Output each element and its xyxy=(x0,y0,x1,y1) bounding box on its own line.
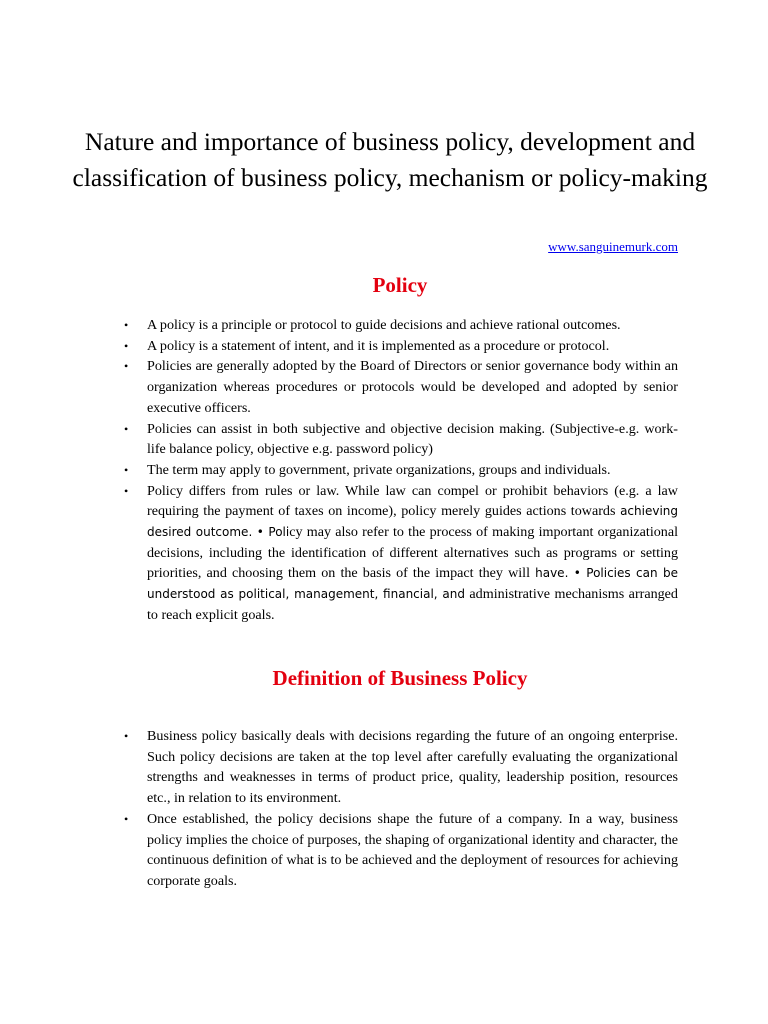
bullet-icon: • xyxy=(124,811,129,826)
bullet-icon: • xyxy=(124,359,129,374)
list-item-text: Once established, the policy decisions shape the future of a company. In a way, business policy implies the choice of purposes, the shaping of organizational identity and character, the continuous definition of what is to be achieved and the deployment of resources for achieving corporate goals. xyxy=(147,810,678,889)
list-item-text-part: have. • Policies can be understood as political, management, financial, and xyxy=(147,566,678,602)
list-item-text-part: Policy differs from rules or law. While law can compel or prohibit behaviors (e.g. a law requiring the payment of taxes on income), policy merely guides actions towards xyxy=(147,482,678,520)
bullet-icon: • xyxy=(124,338,129,353)
list-item xyxy=(0,419,768,460)
list-item xyxy=(0,726,768,809)
section-heading-policy: Policy xyxy=(372,273,428,297)
document-title: Nature and importance of business policy, development and classification of business policy, mechanism or policy-making xyxy=(72,127,708,192)
list-item xyxy=(0,315,768,336)
list-item-text-part: achieving desired outcome. • Poli xyxy=(147,504,678,540)
bullet-icon: • xyxy=(124,318,129,332)
list-item-text: The term may apply to government, private organizations, groups and individuals. xyxy=(147,461,611,478)
list-item xyxy=(0,336,768,357)
source-link[interactable]: www.sanguinemurk.com xyxy=(548,239,678,254)
list-item-text: A policy is a principle or protocol to guide decisions and achieve rational outcomes. xyxy=(147,317,621,333)
list-item-text-part: cy may also refer to the process of making important organizational decisions, including the identification of different alternatives such as programs or setting priorities, and choosing them on the basis of the impact they will xyxy=(147,524,678,582)
definition-bullet-list xyxy=(0,726,768,892)
list-item-text: Business policy basically deals with decisions regarding the future of an ongoing enterprise. Such policy decisions are taken at the top level after carefully evaluating the organizational strengths and weaknesses in terms of product price, quality, leadership position, resources etc., in relation to its environment. xyxy=(147,728,678,807)
list-item xyxy=(0,809,768,892)
list-item-text: Policies can assist in both subjective and objective decision making. (Subjective-e.g. work-life balance policy, objective e.g. password policy) xyxy=(147,420,678,458)
list-item-text-part: administrative mechanisms arranged to reach explicit goals. xyxy=(147,586,678,623)
policy-bullet-list xyxy=(0,315,768,626)
list-item xyxy=(0,460,768,481)
bullet-icon: • xyxy=(124,421,129,436)
bullet-icon: • xyxy=(124,483,129,498)
bullet-icon: • xyxy=(124,462,129,477)
section-heading-definition: Definition of Business Policy xyxy=(272,666,528,690)
bullet-icon: • xyxy=(124,729,129,743)
list-item-text: Policies are generally adopted by the Board of Directors or senior governance body within an organization whereas procedures or protocols would be developed and adopted by senior executive officers. xyxy=(147,358,678,416)
list-item xyxy=(0,481,768,626)
list-item-text: A policy is a statement of intent, and it is implemented as a procedure or protocol. xyxy=(147,337,610,354)
list-item xyxy=(0,356,768,418)
